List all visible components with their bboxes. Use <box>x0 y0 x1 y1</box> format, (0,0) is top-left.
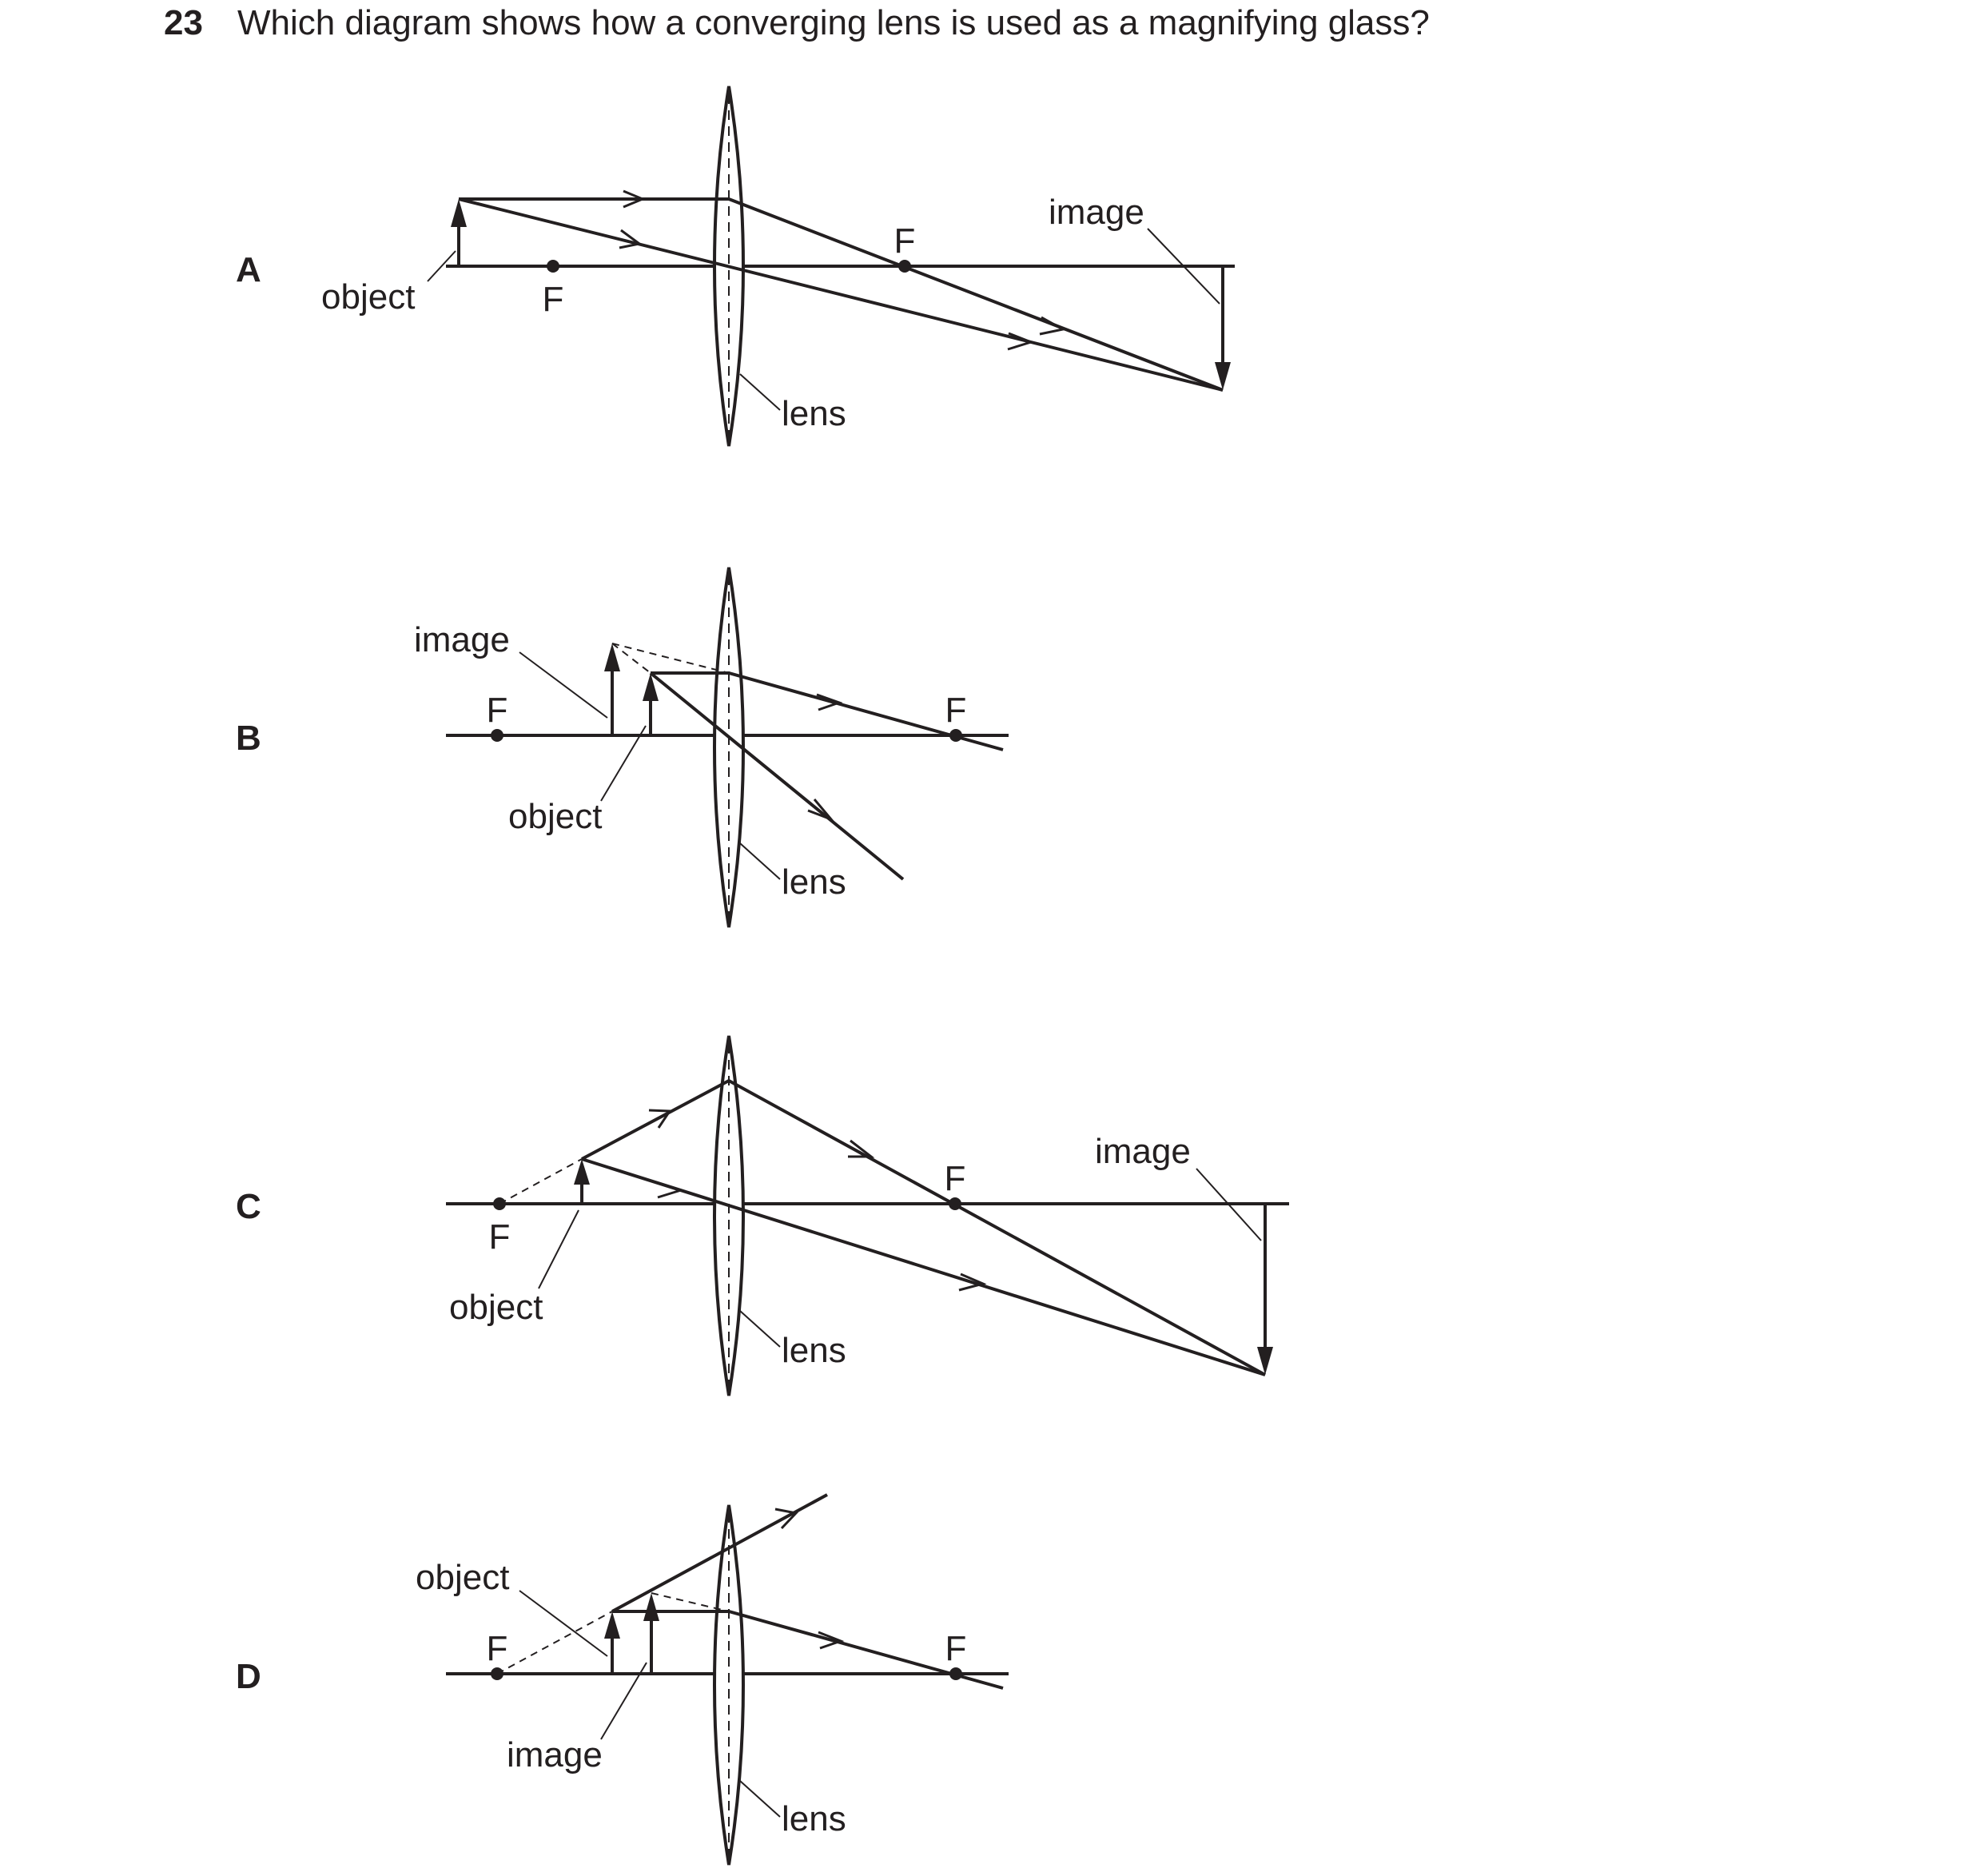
lens-leader-line <box>740 374 780 410</box>
object-arrowhead <box>604 1611 620 1639</box>
image-label: image <box>1049 193 1144 232</box>
central-ray <box>651 673 903 879</box>
ray-direction-arrow <box>656 1182 681 1197</box>
lens-shape <box>714 1505 743 1865</box>
virtual-ray <box>612 643 729 673</box>
object-arrowhead <box>574 1159 590 1185</box>
focal-point-left <box>491 1667 503 1680</box>
lens-shape <box>714 568 743 927</box>
focal-point-right <box>898 260 911 273</box>
focal-point-left <box>493 1197 506 1210</box>
focal-label-right: F <box>893 221 916 261</box>
image-leader-line <box>519 652 607 718</box>
option-letter-b: B <box>236 719 261 758</box>
option-a-diagram <box>236 86 1235 446</box>
focal-point-left <box>491 729 503 742</box>
lens-leader-line <box>740 843 780 879</box>
focal-label-right: F <box>944 1159 966 1198</box>
question-text: Which diagram shows how a converging lens is used as a magnifying glass? <box>237 3 1430 42</box>
focal-point-right <box>949 1197 961 1210</box>
focal-label-left: F <box>542 280 564 319</box>
virtual-ray <box>497 1611 612 1674</box>
central-ray <box>582 1159 1265 1375</box>
object-leader-line <box>519 1591 607 1656</box>
focal-label-right: F <box>945 691 967 730</box>
focal-ray <box>582 1081 1265 1375</box>
lens-label: lens <box>782 394 846 433</box>
virtual-ray <box>499 1159 582 1204</box>
option-d-diagram <box>236 1495 1009 1865</box>
question-number: 23 <box>164 3 203 42</box>
object-label: object <box>321 277 416 317</box>
focal-point-right <box>949 1667 962 1680</box>
image-arrowhead <box>1215 362 1231 390</box>
lens-label: lens <box>782 1331 846 1370</box>
object-label: object <box>449 1288 543 1327</box>
image-label: image <box>1095 1132 1191 1171</box>
lens-leader-line <box>740 1781 780 1817</box>
option-letter-a: A <box>236 250 261 289</box>
lens-label: lens <box>782 862 846 902</box>
lens-shape <box>714 1036 743 1396</box>
option-letter-c: C <box>236 1187 261 1226</box>
option-b-diagram <box>236 568 1009 927</box>
object-label: object <box>416 1558 510 1597</box>
focal-label-left: F <box>488 1217 511 1257</box>
focal-point-right <box>949 729 962 742</box>
object-label: object <box>508 797 603 836</box>
image-label: image <box>507 1735 603 1774</box>
lens-leader-line <box>740 1311 780 1347</box>
focal-label-left: F <box>486 1629 508 1668</box>
focal-point-left <box>547 260 559 273</box>
option-letter-d: D <box>236 1657 261 1696</box>
focal-label-right: F <box>945 1629 967 1668</box>
object-leader-line <box>539 1210 579 1289</box>
lens-label: lens <box>782 1799 846 1838</box>
object-arrowhead <box>451 199 467 227</box>
image-arrowhead <box>643 1593 659 1621</box>
object-leader-line <box>601 726 646 801</box>
option-c-diagram <box>236 1036 1289 1396</box>
image-label: image <box>414 620 510 659</box>
focal-label-left: F <box>486 691 508 730</box>
